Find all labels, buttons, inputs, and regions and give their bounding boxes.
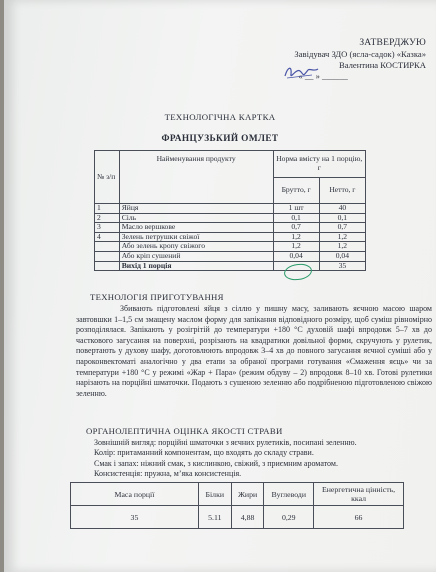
- nutrition-mass: 35: [71, 506, 199, 529]
- document-page: [4, 0, 436, 572]
- row-no: 3: [95, 223, 120, 233]
- nutrition-header-carbs: Вуглеводи: [264, 483, 314, 506]
- approval-name: Валентина КОСТИРКА: [339, 60, 426, 70]
- output-label: Вихід 1 порція: [119, 261, 273, 271]
- organo-appearance: Зовнішній вигляд: порційні шматочки з яєчних рулетиків, посипані зеленню.: [94, 438, 357, 447]
- organo-color: Колір: притаманний компонентам, що входять до складу страви.: [94, 448, 314, 458]
- approval-position: Завідувач ЗДО (ясла-садок) «Казка»: [294, 49, 426, 59]
- row-net: 40: [319, 204, 365, 214]
- document-title: ТЕХНОЛОГІЧНА КАРТКА: [164, 112, 276, 122]
- row-product: Або кріп сушений: [119, 251, 273, 261]
- table-row: [95, 204, 366, 214]
- row-product: Або зелень кропу свіжого: [119, 242, 273, 252]
- row-no: [95, 251, 120, 261]
- row-product: Сіль: [119, 213, 273, 223]
- tech-heading: ТЕХНОЛОГІЯ ПРИГОТУВАННЯ: [90, 292, 224, 302]
- output-row: [95, 261, 366, 271]
- row-gross: 0,1: [273, 213, 319, 223]
- nutrition-carbs: 0,29: [264, 506, 314, 529]
- signature-icon: [282, 62, 322, 82]
- row-net: 1,2: [319, 242, 365, 252]
- row-net: 0,7: [319, 223, 365, 233]
- header-no: № з/п: [95, 151, 120, 204]
- organo-consistency: Консистенція: пружна, м’яка консистенція.: [94, 469, 242, 479]
- row-gross: 0,7: [273, 223, 319, 233]
- row-product: Зелень петрушки свіжої: [119, 232, 273, 242]
- output-value: 35: [319, 261, 365, 271]
- row-gross: 0,04: [273, 251, 319, 261]
- row-net: 1,2: [319, 232, 365, 242]
- output-no: [95, 261, 120, 271]
- nutrition-values-row: [71, 506, 404, 529]
- recipe-header-row: [95, 151, 366, 178]
- row-gross: 1,2: [273, 242, 319, 252]
- recipe-table: [94, 150, 366, 271]
- row-net: 0,04: [319, 251, 365, 261]
- row-no: 4: [95, 232, 120, 242]
- organo-taste: Смак і запах: ніжний смак, з кислинкою, свіжий, з приємним ароматом.: [94, 458, 338, 468]
- nutrition-header-row: [71, 483, 404, 506]
- header-net: Нетто, г: [319, 178, 365, 204]
- nutrition-header-energy: Енергетична цінність, ккал: [314, 483, 404, 506]
- table-row: [95, 223, 366, 233]
- row-gross: 1,2: [273, 232, 319, 242]
- header-norm: Норма вмісту на 1 порцію, г: [273, 151, 366, 178]
- row-no: 1: [95, 204, 120, 214]
- organo-heading: ОРГАНОЛЕПТИЧНА ОЦІНКА ЯКОСТІ СТРАВИ: [86, 426, 283, 436]
- row-gross: 1 шт: [273, 204, 319, 214]
- organo-list: [94, 438, 357, 480]
- row-product: Масло вершкове: [119, 223, 273, 233]
- nutrition-table: [70, 482, 404, 529]
- approval-date: « __ » ______: [298, 71, 348, 81]
- row-net: 0,1: [319, 213, 365, 223]
- header-product-name: Найменування продукту: [119, 151, 273, 204]
- nutrition-energy: 66: [314, 506, 404, 529]
- header-gross: Брутто, г: [273, 178, 319, 204]
- approval-title: ЗАТВЕРДЖУЮ: [359, 38, 426, 48]
- row-no: [95, 242, 120, 252]
- tech-paragraph: Збивають підготовлені яйця з сіллю у пишну масу, заливають яєчною масою шаром завтовшки 1–1,5 см змащену маслом форму для запікання відповідного розміру, щоб суміш рівномірно розподілялася. Запікають у розігрітій до температури +180 °С духовій шафі впродовж 5–7 хв до часткового загусання на поверхні, розрізають на квадратики довільної форми, скручують у рулетик, повертають у духову шафу, доготовлюють впродовж 3–4 хв до повного загусання яєчної суміші або у пароконвектоматі аналогічно у два етапи за обраної програми готування «Смаження яєць» чи за температури +180 °С у режимі «Жар + Пара» (режим обдуву – 2) впродовж 8–10 хв. Готові рулетики нарізають на порційні шматочки. Подають з сушеною зеленню або подрібненою підготовленою свіжою зеленню.: [76, 304, 432, 398]
- row-no: 2: [95, 213, 120, 223]
- table-row: [95, 251, 366, 261]
- nutrition-fat: 4,88: [231, 506, 264, 529]
- dish-title: ФРАНЦУЗЬКИЙ ОМЛЕТ: [161, 134, 279, 144]
- nutrition-header-fat: Жири: [231, 483, 264, 506]
- nutrition-header-mass: Маса порції: [71, 483, 199, 506]
- tech-text: [76, 304, 432, 399]
- nutrition-protein: 5.11: [198, 506, 231, 529]
- row-product: Яйця: [119, 204, 273, 214]
- nutrition-header-protein: Білки: [198, 483, 231, 506]
